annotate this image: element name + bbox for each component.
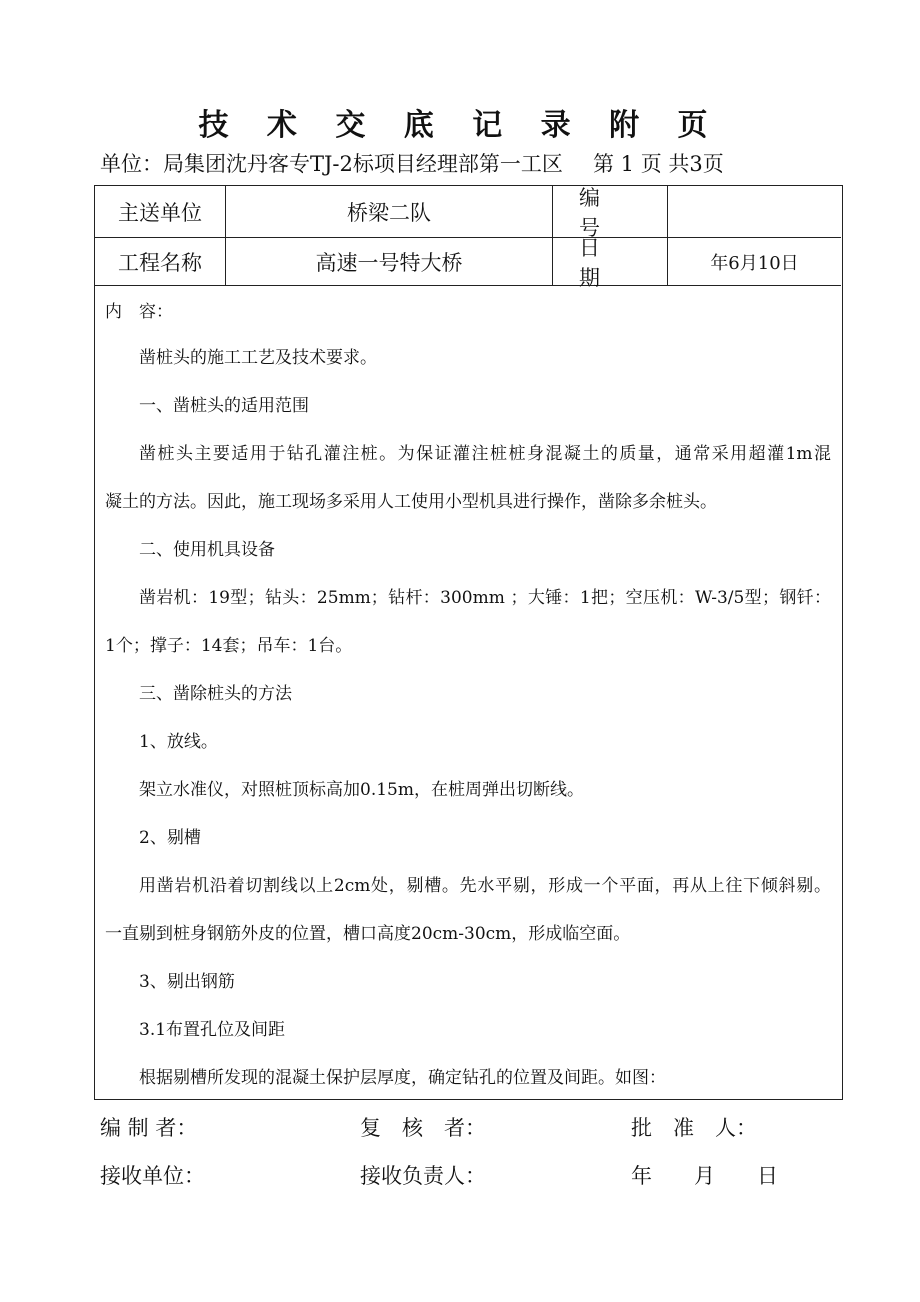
content-paragraph: 凿岩机：19型；钻头：25mm；钻杆：300mm ；大锤：1把；空压机：W-3/5型；钢钎： (139, 588, 831, 608)
unit-text: 单位：局集团沈丹客专TJ-2标项目经理部第一工区 (100, 152, 563, 176)
section-heading: 二、使用机具设备 (139, 540, 275, 560)
content-area (95, 286, 841, 1102)
receive-date-label: 年 月 日 (631, 1164, 778, 1188)
content-paragraph: 架立水准仪，对照桩顶标高加0.15m，在桩周弹出切断线。 (139, 780, 584, 800)
approver-label: 批 准 人： (631, 1116, 757, 1140)
content-paragraph: 根据剔槽所发现的混凝土保护层厚度，确定钻孔的位置及间距。如图： (139, 1068, 666, 1088)
number-label: 编号 (553, 186, 668, 237)
content-paragraph: 凝土的方法。因此，施工现场多采用人工使用小型机具进行操作，凿除多余桩头。 (105, 492, 717, 512)
project-value: 高速一号特大桥 (226, 238, 553, 285)
date-label: 日期 (553, 238, 668, 285)
receiver-unit-label: 接收单位： (100, 1164, 205, 1188)
send-unit-label: 主送单位 (95, 186, 226, 237)
number-value (668, 186, 841, 237)
sub-heading: 3、剔出钢筋 (139, 972, 235, 992)
table-row-send-unit (95, 186, 841, 238)
page-title: 技 术 交 底 记 录 附 页 (198, 108, 722, 143)
table-row-project (95, 235, 841, 290)
content-paragraph: 凿桩头主要适用于钻孔灌注桩。为保证灌注桩桩身混凝土的质量，通常采用超灌1m混 (139, 444, 831, 464)
receiver-person-label: 接收负责人： (360, 1164, 486, 1188)
content-paragraph: 用凿岩机沿着切割线以上2cm处，剔槽。先水平剔，形成一个平面，再从上往下倾斜剔。 (139, 876, 831, 896)
date-value: 年6月10日 (710, 252, 799, 274)
sub-heading: 1、放线。 (139, 732, 218, 752)
section-heading: 三、凿除桩头的方法 (139, 684, 292, 704)
content-paragraph: 一直剔到桩身钢筋外皮的位置，槽口高度20cm-30cm，形成临空面。 (105, 924, 631, 944)
project-label: 工程名称 (95, 238, 226, 285)
content-paragraph: 凿桩头的施工工艺及技术要求。 (139, 348, 377, 368)
page-count: 第 1 页 共3页 (593, 152, 724, 176)
sub-heading: 3.1布置孔位及间距 (139, 1020, 286, 1040)
record-table (94, 185, 843, 1100)
reviewer-label: 复 核 者： (360, 1116, 486, 1140)
sub-heading: 2、剔槽 (139, 828, 201, 848)
compiler-label: 编 制 者： (100, 1116, 198, 1140)
content-label: 内 容： (105, 302, 173, 322)
section-heading: 一、凿桩头的适用范围 (139, 396, 309, 416)
content-paragraph: 1个；撑子：14套；吊车：1台。 (105, 636, 353, 656)
send-unit-value: 桥梁二队 (226, 186, 553, 237)
